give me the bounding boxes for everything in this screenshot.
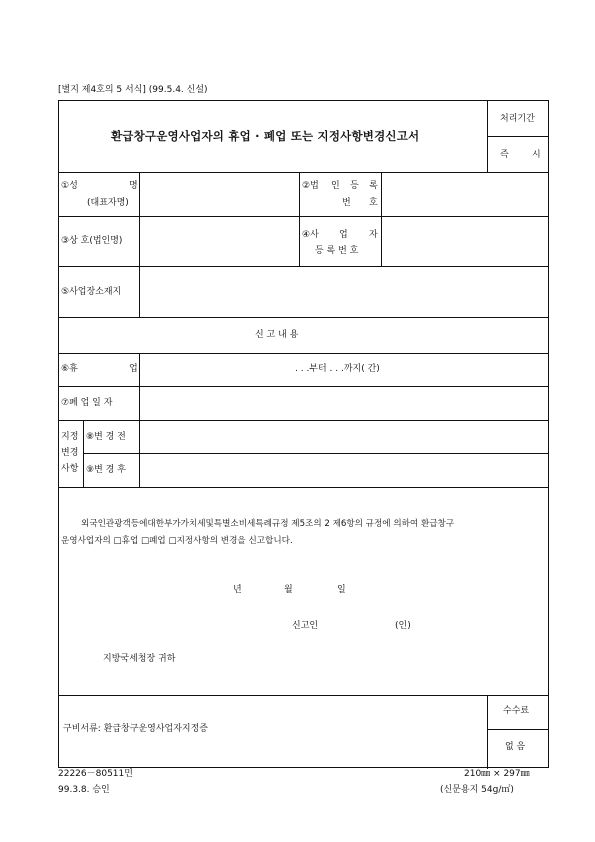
declaration-line-1: 외국인관광객등에대한부가가치세및특별소비세특례규정 제5조의 2 제6항의 규정에 의하여 환급창구 xyxy=(81,519,455,529)
declarant-label: 신고인 xyxy=(292,621,319,631)
processing-label: 처리기간 xyxy=(500,114,535,124)
closure-date-label: ⑦폐 업 일 자 xyxy=(61,398,113,408)
biz-reg-label-b: 업 xyxy=(339,230,348,240)
recipient: 지방국세청장 귀하 xyxy=(103,654,176,664)
name-sub-label: (대표자명) xyxy=(87,198,129,208)
name-label-b: 명 xyxy=(129,181,138,191)
biz-reg-label-a: ④사 xyxy=(302,230,319,240)
date-year: 년 xyxy=(233,585,242,595)
form-code: 22226－80511민 xyxy=(58,769,133,779)
date-month: 월 xyxy=(284,585,293,595)
report-form xyxy=(58,100,549,768)
row-line xyxy=(59,317,548,318)
paper-size: 210㎜ × 297㎜ xyxy=(464,769,530,779)
row-line xyxy=(59,216,548,217)
report-section-header: 신 고 내 용 xyxy=(255,330,299,340)
row-line xyxy=(59,695,548,696)
biz-reg-label-c: 자 xyxy=(369,230,378,240)
row-line xyxy=(59,386,548,387)
trade-name-label: ③상 호(법인명) xyxy=(61,236,123,246)
row-line xyxy=(59,266,548,267)
row-line xyxy=(59,420,548,421)
attachments: 구비서류: 환급창구운영사업자지정증 xyxy=(63,724,208,734)
declaration-line-2: 운영사업자의 □휴업 □폐업 □지정사항의 변경을 신고합니다. xyxy=(61,536,293,546)
approval-date: 99.3.8. 승인 xyxy=(58,785,110,795)
corp-reg-label-a: ②법 xyxy=(302,181,319,191)
before-change-label: ⑧변 경 전 xyxy=(86,432,126,442)
corp-reg-label-e: 번 xyxy=(342,198,351,208)
designation-group-label-2: 변경 xyxy=(61,448,79,458)
fee-value: 없 음 xyxy=(505,742,526,752)
fee-divider xyxy=(487,695,488,769)
corp-reg-label-d: 록 xyxy=(369,181,378,191)
fee-label: 수수료 xyxy=(503,706,530,716)
row-line xyxy=(59,353,548,354)
designation-group-label-3: 사항 xyxy=(61,464,79,474)
row-line xyxy=(59,172,548,173)
processing-divider xyxy=(487,136,548,137)
date-day: 일 xyxy=(337,585,346,595)
name-label-a: ①성 xyxy=(61,181,78,191)
seal-mark: (인) xyxy=(395,621,411,631)
processing-value-a: 즉 xyxy=(500,150,509,160)
label-divider xyxy=(139,172,140,317)
row-line xyxy=(83,453,548,454)
processing-value-b: 시 xyxy=(532,150,541,160)
form-reference: [별지 제4호의 5 서식] (99.5.4. 신설) xyxy=(58,85,208,95)
mid-divider xyxy=(299,172,300,266)
corp-reg-label-f: 호 xyxy=(369,198,378,208)
after-change-label: ⑨변 경 후 xyxy=(86,465,126,475)
corp-reg-label-c: 등 xyxy=(350,181,359,191)
designation-group-label-1: 지정 xyxy=(61,432,79,442)
suspension-label-b: 업 xyxy=(129,364,138,374)
form-title: 환급창구운영사업자의 휴업 · 폐업 또는 지정사항변경신고서 xyxy=(111,129,420,143)
corp-reg-label-b: 인 xyxy=(331,181,340,191)
fee-row-line xyxy=(487,729,548,730)
suspension-period: . . .부터 . . .까지( 간) xyxy=(295,364,380,374)
location-label: ⑤사업장소재지 xyxy=(61,287,122,297)
suspension-label-a: ⑥휴 xyxy=(61,364,78,374)
mid-divider-2 xyxy=(381,172,382,266)
row-line xyxy=(59,487,548,488)
biz-reg-label-d: 등 록 번 호 xyxy=(315,246,359,256)
paper-type: (신문용지 54g/㎡) xyxy=(440,785,514,795)
